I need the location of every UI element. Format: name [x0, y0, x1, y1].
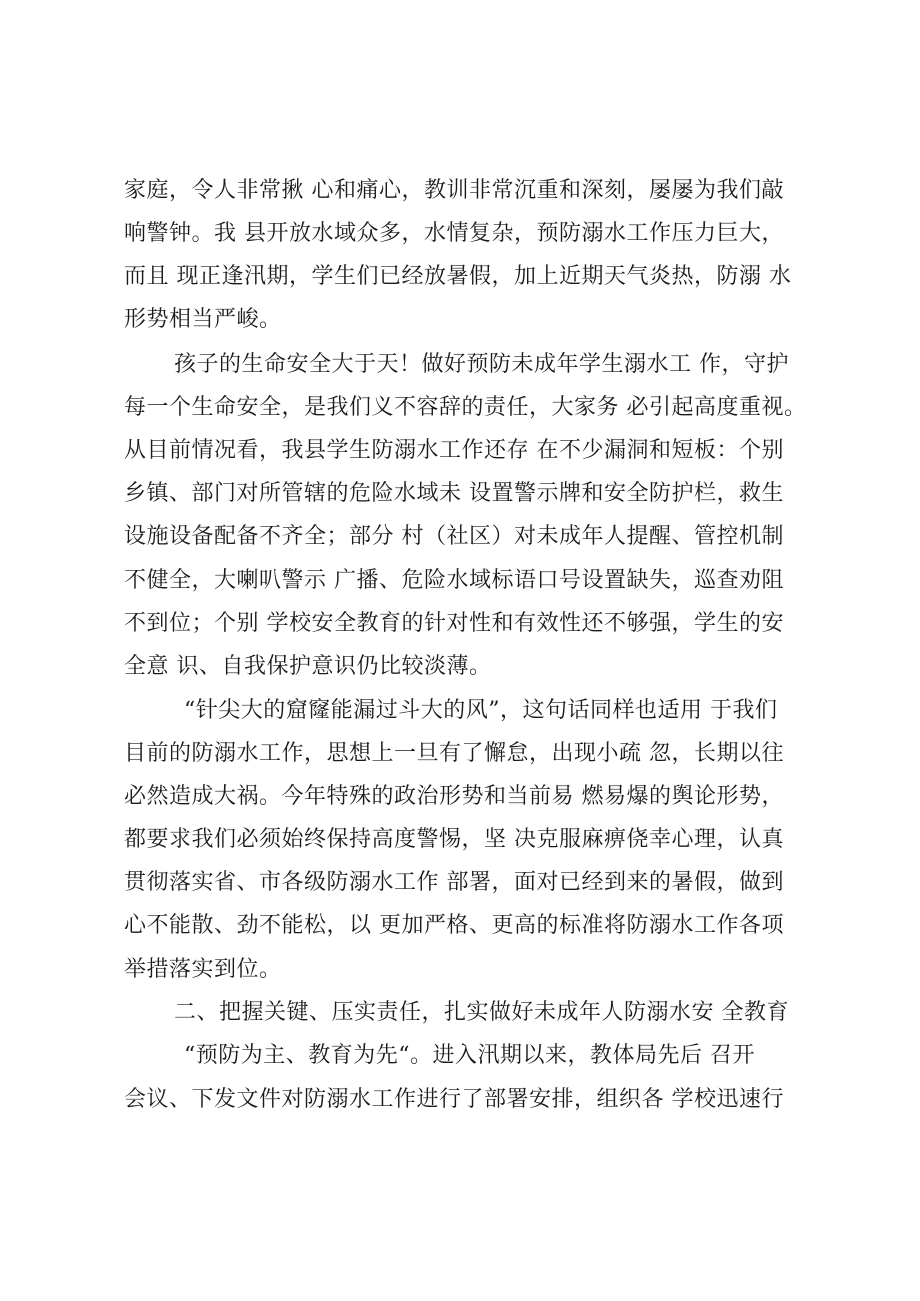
paragraph-start-line: “针尖大的窟窿能漏过斗大的风”，这句话同样也适用 于我们 [184, 698, 778, 723]
text-line: 必然造成大祸。今年特殊的政治形势和当前易 燃易爆的舆论形势， [124, 784, 784, 809]
text-line: 形势相当严峻。 [124, 307, 282, 332]
text-line: 设施设备配备不齐全；部分 村（社区）对未成年人提醒、管控机制 [124, 524, 784, 549]
text-line: 家庭，令人非常揪 心和痛心，教训非常沉重和深刻，屡屡为我们敲 [124, 178, 784, 203]
section-heading: 二、把握关键、压实责任，扎实做好未成年人防溺水安 全教育 [174, 1000, 789, 1025]
text-line: 目前的防溺水工作，思想上一旦有了懈怠，出现小疏 忽，长期以往 [124, 741, 784, 766]
paragraph-start-line: “预防为主、教育为先“。进入汛期以来，教体局先后 召开 [184, 1043, 755, 1068]
text-line: 而且 现正逢汛期，学生们已经放暑假，加上近期天气炎热，防溺 水 [124, 264, 792, 289]
text-line: 响警钟。我 县开放水域众多，水情复杂，预防溺水工作压力巨大， [124, 221, 784, 246]
text-line: 会议、下发文件对防溺水工作进行了部署安排，组织各 学校迅速行 [124, 1087, 784, 1112]
text-line: 心不能散、劲不能松，以 更加严格、更高的标准将防溺水工作各项 [124, 913, 784, 938]
text-line: 举措落实到位。 [124, 957, 282, 982]
text-line: 乡镇、部门对所管辖的危险水域未 设置警示牌和安全防护栏，救生 [124, 481, 784, 506]
text-line: 全意 识、自我保护意识仍比较淡薄。 [124, 654, 492, 679]
text-line: 每一个生命安全，是我们义不容辞的责任，大家务 必引起高度重视。 [124, 395, 807, 420]
paragraph-start-line: 孩子的生命安全大于天！做好预防未成年学生溺水工 作，守护 [174, 352, 789, 377]
text-line: 都要求我们必须始终保持高度警惕，坚 决克服麻痹侥幸心理，认真 [124, 827, 784, 852]
text-line: 从目前情况看，我县学生防溺水工作还存 在不少漏洞和短板：个别 [124, 438, 784, 463]
text-line: 贯彻落实省、市各级防溺水工作 部署，面对已经到来的暑假，做到 [124, 870, 784, 895]
text-line: 不到位；个别 学校安全教育的针对性和有效性还不够强，学生的安 [124, 611, 784, 636]
text-line: 不健全，大喇叭警示 广播、危险水域标语口号设置缺失，巡查劝阻 [124, 568, 784, 593]
